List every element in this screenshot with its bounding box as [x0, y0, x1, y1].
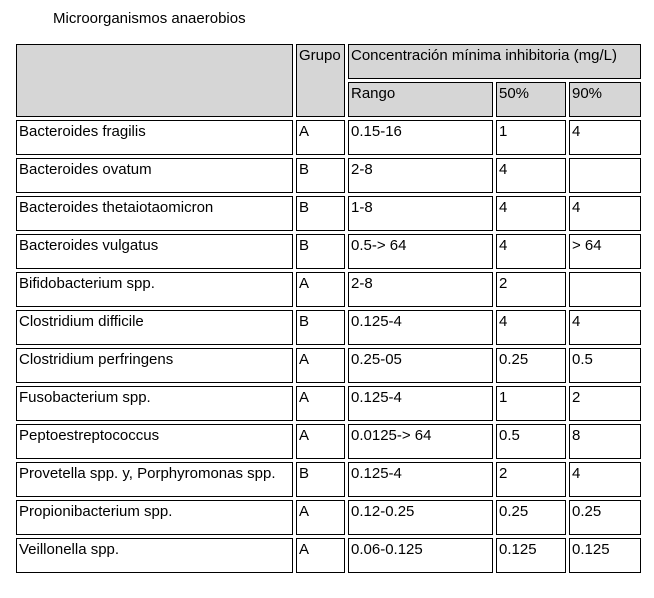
p50-cell: 4	[496, 234, 566, 269]
group-cell: B	[296, 462, 345, 497]
range-cell: 0.25-05	[348, 348, 493, 383]
group-cell: B	[296, 234, 345, 269]
organism-cell: Bacteroides ovatum	[16, 158, 293, 193]
p90-cell: 0.125	[569, 538, 641, 573]
p50-cell: 2	[496, 272, 566, 307]
p50-cell: 4	[496, 310, 566, 345]
table-row	[16, 500, 641, 535]
p50-cell: 0.5	[496, 424, 566, 459]
group-cell: B	[296, 310, 345, 345]
table-row	[16, 272, 641, 307]
organism-header-cell	[16, 44, 293, 117]
range-cell: 0.06-0.125	[348, 538, 493, 573]
table-caption: Microorganismos anaerobios	[53, 10, 246, 27]
p90-cell: 4	[569, 120, 641, 155]
group-cell: A	[296, 424, 345, 459]
p50-cell: 1	[496, 120, 566, 155]
p50-cell: 2	[496, 462, 566, 497]
p90-cell	[569, 158, 641, 193]
range-cell: 1-8	[348, 196, 493, 231]
mic-table	[13, 41, 644, 576]
organism-cell: Bacteroides thetaiotaomicron	[16, 196, 293, 231]
organism-cell: Clostridium perfringens	[16, 348, 293, 383]
organism-cell: Bacteroides fragilis	[16, 120, 293, 155]
p90-cell: 0.5	[569, 348, 641, 383]
concentration-header: Concentración mínima inhibitoria (mg/L)	[348, 44, 641, 79]
p90-cell: 8	[569, 424, 641, 459]
organism-cell: Provetella spp. y, Porphyromonas spp.	[16, 462, 293, 497]
group-header: Grupo	[296, 44, 345, 117]
p50-cell: 1	[496, 386, 566, 421]
p50-cell: 0.25	[496, 348, 566, 383]
p50-cell: 4	[496, 196, 566, 231]
p90-cell: 4	[569, 462, 641, 497]
p90-header: 90%	[569, 82, 641, 117]
group-cell: B	[296, 158, 345, 193]
p90-cell: 2	[569, 386, 641, 421]
range-cell: 0.0125-> 64	[348, 424, 493, 459]
p90-cell: > 64	[569, 234, 641, 269]
table-row	[16, 386, 641, 421]
range-cell: 0.125-4	[348, 310, 493, 345]
table-row	[16, 462, 641, 497]
group-cell: A	[296, 500, 345, 535]
group-cell: A	[296, 272, 345, 307]
p90-cell: 4	[569, 196, 641, 231]
p90-cell	[569, 272, 641, 307]
table-row	[16, 348, 641, 383]
p90-cell: 0.25	[569, 500, 641, 535]
range-cell: 0.15-16	[348, 120, 493, 155]
group-cell: A	[296, 538, 345, 573]
table-row	[16, 310, 641, 345]
organism-cell: Clostridium difficile	[16, 310, 293, 345]
table-row	[16, 120, 641, 155]
p90-cell: 4	[569, 310, 641, 345]
group-cell: B	[296, 196, 345, 231]
range-cell: 0.12-0.25	[348, 500, 493, 535]
group-cell: A	[296, 386, 345, 421]
range-header: Rango	[348, 82, 493, 117]
range-cell: 0.125-4	[348, 386, 493, 421]
p50-cell: 0.25	[496, 500, 566, 535]
organism-cell: Bacteroides vulgatus	[16, 234, 293, 269]
range-cell: 0.5-> 64	[348, 234, 493, 269]
table-row	[16, 234, 641, 269]
table-row	[16, 158, 641, 193]
table-row	[16, 538, 641, 573]
organism-cell: Propionibacterium spp.	[16, 500, 293, 535]
p50-cell: 4	[496, 158, 566, 193]
table-row	[16, 424, 641, 459]
organism-cell: Peptoestreptococcus	[16, 424, 293, 459]
group-cell: A	[296, 348, 345, 383]
table-row	[16, 196, 641, 231]
range-cell: 0.125-4	[348, 462, 493, 497]
p50-header: 50%	[496, 82, 566, 117]
organism-cell: Veillonella spp.	[16, 538, 293, 573]
header-row-1	[16, 44, 641, 79]
group-cell: A	[296, 120, 345, 155]
organism-cell: Bifidobacterium spp.	[16, 272, 293, 307]
range-cell: 2-8	[348, 158, 493, 193]
p50-cell: 0.125	[496, 538, 566, 573]
range-cell: 2-8	[348, 272, 493, 307]
organism-cell: Fusobacterium spp.	[16, 386, 293, 421]
